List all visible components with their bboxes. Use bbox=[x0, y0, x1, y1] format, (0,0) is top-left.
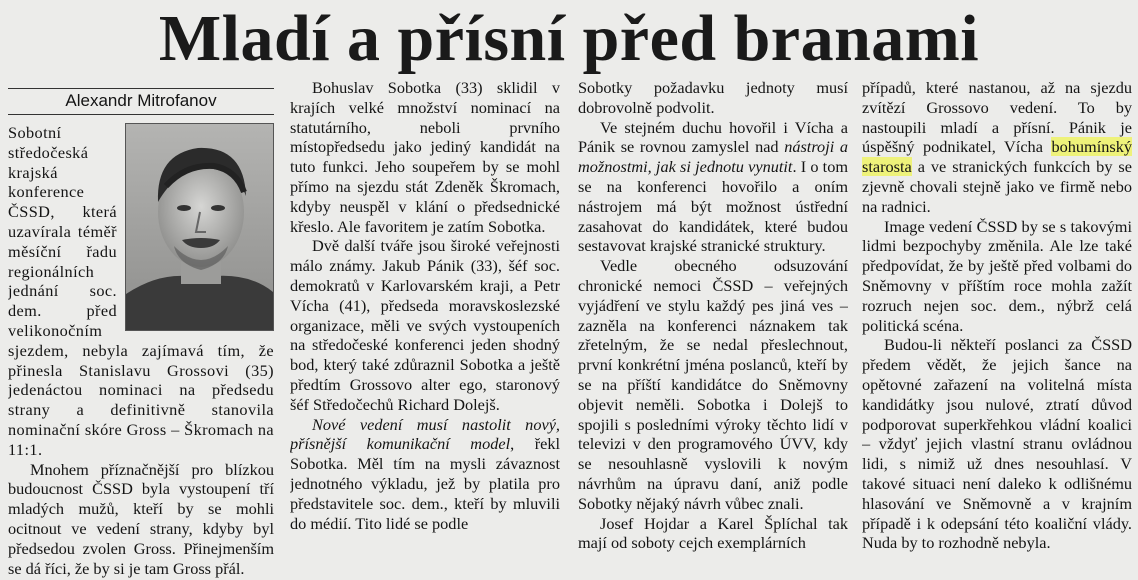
paragraph bbox=[290, 415, 560, 534]
quote-italic: Nové vedení musí nastolit nový, přísnější komunikační model bbox=[290, 414, 560, 454]
portrait-image bbox=[126, 124, 273, 330]
text-span: , řekl Sobotka. Měl tím na mysli závaznost jednotného výkladu, jež by platila pro představitele soc. dem., kteří by mluvili do médií. Tito lidé se podle bbox=[290, 434, 560, 533]
paragraph: Sobotní středočeská krajská konference ČSSD, která uzavírala téměř měsíční řadu regionálních jednání soc. dem. před velikonočním sjezdem, nebyla zajímavá tím, že přinesla Stanislavu Grossovi (35) jedenáctou nominaci na předsedu strany a definitivně stanovila nominační skóre Gross – Škromach na 11:1. bbox=[8, 123, 274, 459]
quote-italic: nástroji a možnostmi, jak si jednotu vynutit bbox=[578, 137, 848, 177]
paragraph: Bohuslav Sobotka (33) sklidil v krajích velké množství nominací na statutárního, neboli prvního místopředsedu jako jediný kandidát na tuto funkci. Jeho soupeřem by se mohl přímo na sjezdu stát Zdeněk Škromach, kdyby neuspěl v klání o předsednické křeslo. Ale favoritem je zatím Sobotka. bbox=[290, 78, 560, 236]
highlighted-text: bohumínský starosta bbox=[862, 137, 1132, 177]
paragraph bbox=[578, 118, 848, 257]
text-span: a ve stranických funkcích by se zjevně chovali stejně jako ve firmě nebo na radnici. bbox=[862, 157, 1132, 216]
article-column-1 bbox=[8, 88, 274, 580]
article-column-4 bbox=[862, 78, 1132, 580]
paragraph: Josef Hojdar a Karel Šplíchal tak mají od soboty cejch exemplárních bbox=[578, 513, 848, 553]
paragraph: Sobotky požadavku jednoty musí dobrovolně podvolit. bbox=[578, 78, 848, 117]
headline: Mladí a přísní před branami bbox=[158, 2, 980, 75]
paragraph bbox=[862, 78, 1132, 217]
text-span: Ve stejném duchu hovořil i Vícha a Pánik se rovnou zamyslel nad bbox=[578, 117, 848, 157]
article-column-3 bbox=[578, 78, 848, 580]
paragraph: Image vedení ČSSD by se s takovými lidmi bezpochyby změnila. Ale lze také předpovídat, že by ještě před volbami do Sněmovny v příštím roce mohla zažít rozruch nejen soc. dem., nýbrž celá politická scéna. bbox=[862, 216, 1132, 335]
text-span: případů, které nastanou, až na sjezdu zvítězí Grossovo vedení. To by nastoupili mladí a přísní. Pánik je úspěšný podnikatel, Vícha bbox=[862, 78, 1132, 157]
byline: Alexandr Mitrofanov bbox=[8, 88, 274, 115]
author-photo bbox=[125, 123, 274, 331]
paragraph: Mnohem příznačnější pro blízkou budoucnost ČSSD byla vystoupení tří mladých mužů, kteří by se mohli ocitnout ve vedení strany, kdyby byl předsedou zvolen Gross. Přinejmenším se dá říci, že by si je tam Gross přál. bbox=[8, 459, 274, 578]
paragraph: Vedle obecného odsuzování chronické nemoci ČSSD – veřejných vyjádření ve stylu každý pes jiná ves – zazněla na konferenci náznakem tak zřetelným, že se nedal přeslechnout, první konkrétní jména poslanců, kteří by se na příští kandidátce do Sněmovny objevit neměli. Sobotka i Dolejš to spojili s posledními výroky těchto lidí v televizi v den programového ÚVV, kdy se nesouhlasně vyslovili k novým návrhům na úpravu daní, aniž podle Sobotky nějaký návrh vůbec znali. bbox=[578, 256, 848, 513]
article-column-2 bbox=[290, 78, 560, 580]
paragraph: Budou-li někteří poslanci za ČSSD předem vědět, že jejich šance na opětovné zařazení na volitelná místa kandidátky jsou nulové, ztratí důvod podporovat superkřehkou vládní koalici – vždyť jejich vlastní stranu ovládnou lidi, s nimiž už dnes nesouhlasí. V takové situaci není daleko k odlišnému hlasování ve Sněmovně a v krajním případě i k odepsání této koaliční vlády. Nuda by to rozhodně nebyla. bbox=[862, 335, 1132, 553]
paragraph: Dvě další tváře jsou široké veřejnosti málo známy. Jakub Pánik (33), šéf soc. demokratů v Karlovarském kraji, a Petr Vícha (41), předseda moravskoslezské organizace, měli ve svých vystoupeních na středočeské konferenci jeden shodný bod, který také zdůraznil Sobotka a ještě předtím Grossovo alter ego, staronový šéf Středočechů Richard Dolejš. bbox=[290, 236, 560, 414]
text-span: . I o tom se na konferenci hovořilo a oním nástrojem má být možnost ústřední zasahovat do kandidátek, které budou sestavovat krajské stranické struktury. bbox=[578, 157, 848, 256]
